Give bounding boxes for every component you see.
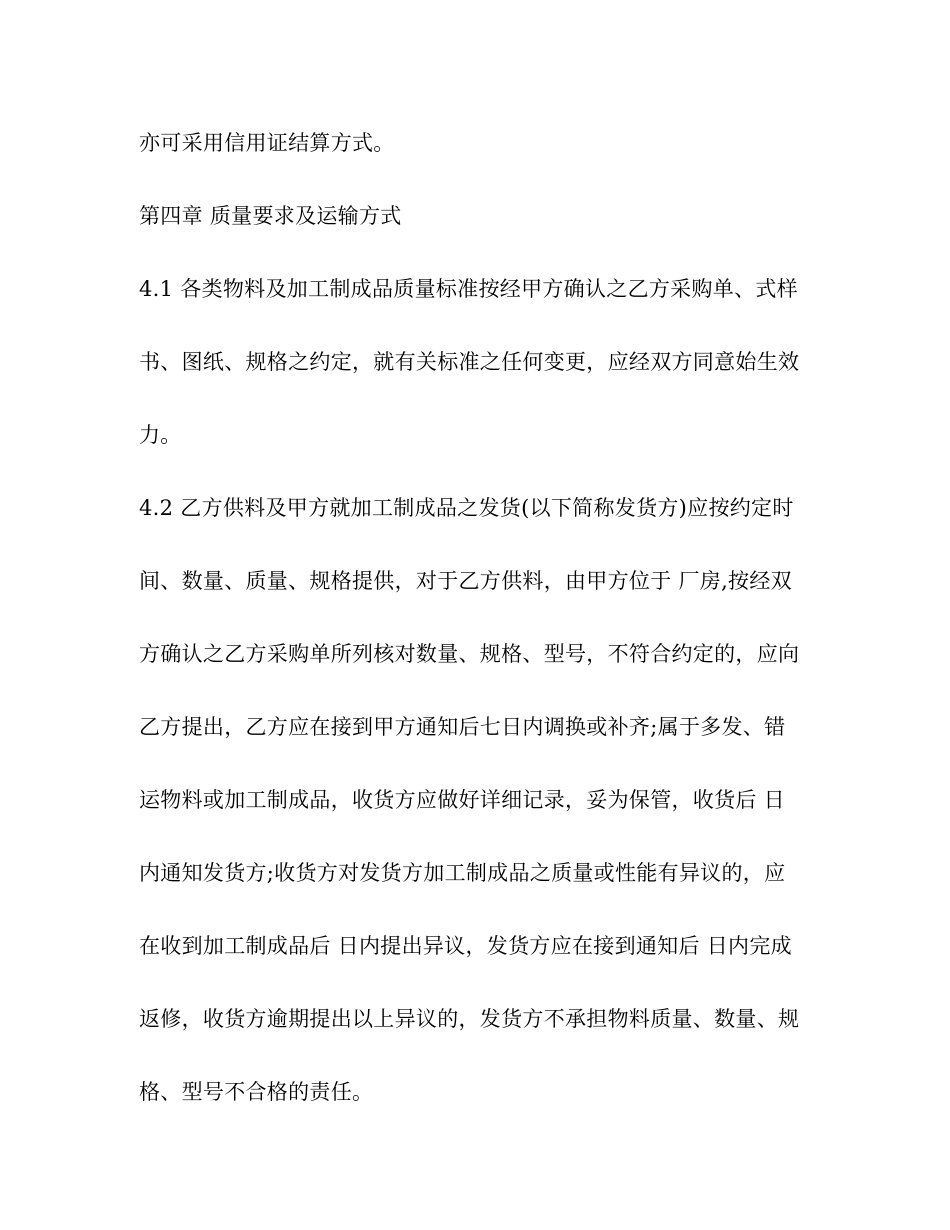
text-line: 格、型号不合格的责任。 — [139, 1080, 374, 1104]
text-line: 亦可采用信用证结算方式。 — [139, 131, 395, 155]
text-line: 在收到加工制成品后 日内提出异议，发货方应在接到通知后 日内完成 — [139, 934, 792, 958]
text-line: 力。 — [139, 423, 182, 447]
text-line: 间、数量、质量、规格提供，对于乙方供料，由甲方位于 厂房,按经双 — [139, 569, 792, 593]
text-line: 内通知发货方;收货方对发货方加工制成品之质量或性能有异议的，应 — [139, 861, 786, 885]
text-line: 4.2 乙方供料及甲方就加工制成品之发货(以下简称发货方)应按约定时 — [139, 496, 794, 520]
text-line: 乙方提出，乙方应在接到甲方通知后七日内调换或补齐;属于多发、错 — [139, 715, 786, 739]
text-line: 4.1 各类物料及加工制成品质量标准按经甲方确认之乙方采购单、式样 — [139, 277, 798, 301]
text-line: 返修，收货方逾期提出以上异议的，发货方不承担物料质量、数量、规 — [139, 1007, 800, 1031]
text-line: 运物料或加工制成品，收货方应做好详细记录，妥为保管，收货后 日 — [139, 788, 785, 812]
text-line: 方确认之乙方采购单所列核对数量、规格、型号，不符合约定的，应向 — [139, 642, 800, 666]
text-line: 书、图纸、规格之约定，就有关标准之任何变更，应经双方同意始生效 — [139, 350, 800, 374]
chapter-heading: 第四章 质量要求及运输方式 — [139, 204, 402, 228]
